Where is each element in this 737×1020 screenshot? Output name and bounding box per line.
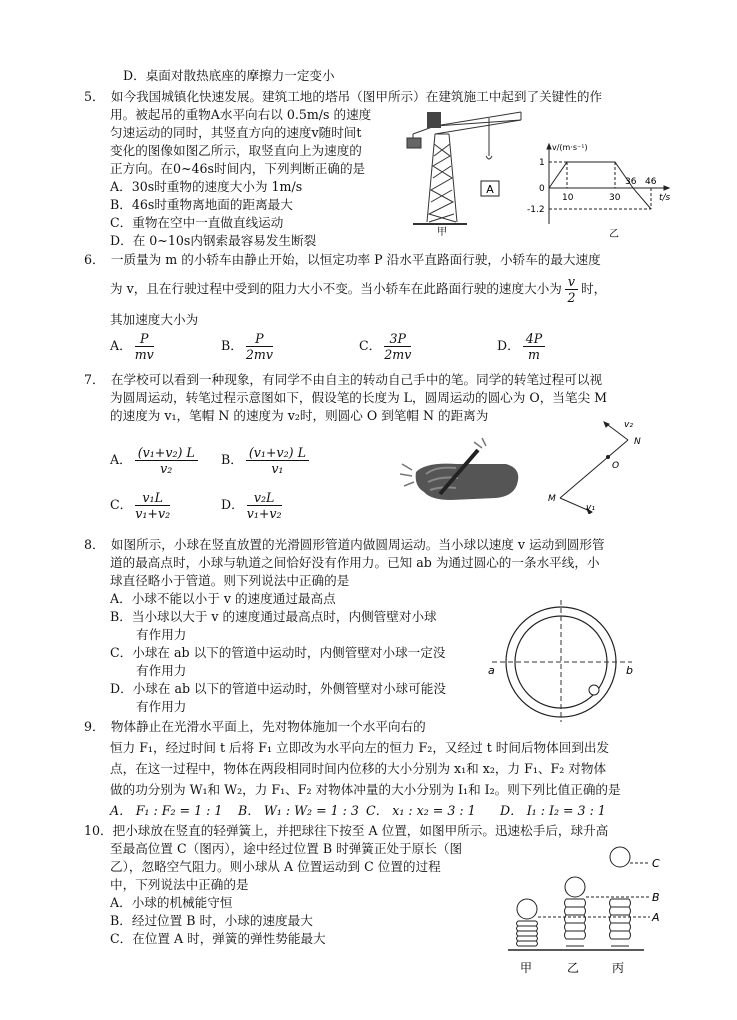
label-jia: 甲 (520, 961, 533, 975)
q6-option-c: C． $\frac{3P}{2mv}$ (359, 331, 412, 362)
q10-option-c: C．在位置 A 时，弹簧的弹性势能最大 (110, 931, 326, 946)
q9-stem-line4: 做的功分别为 W₁和 W₂，力 F₁、F₂ 对物体冲量的大小分别为 I₁和 I₂。则下列比值正确的是 (110, 782, 621, 797)
q8-option-a: A．小球不能以小于 v 的速度通过最高点 (110, 591, 336, 606)
graph-ylabel: v/(m·s⁻¹) (552, 143, 588, 152)
graph-tick-x30: 30 (609, 193, 621, 203)
velocity-time-graph (527, 140, 677, 240)
crane-load-label: A (486, 183, 494, 196)
q9-stem-line2: 恒力 F₁，经过时间 t 后将 F₁ 立即改为水平向左的恒力 F₂，又经过 t 时间后物体回到出发 (110, 740, 610, 755)
q9-option-a: A． F₁ : F₂ = 1 : 1 (110, 803, 223, 818)
q8-stem-line2: 道的最高点时，小球与轨道之间恰好没有作用力。已知 ab 为通过圆心的一条水平线，小 (110, 555, 600, 570)
q10-stem-line2: 至最高位置 C（图丙），途中经过位置 B 时弹簧正处于原长（图 (110, 841, 463, 856)
q7-stem-line1: 7． 在学校可以看到一种现象，有同学不由自主的转动自己手中的笔。同学的转笔过程可以视 (84, 372, 603, 387)
q8-option-d-line1: D．小球在 ab 以下的管道中运动时，外侧管壁对小球可能没 (110, 681, 446, 696)
label-b: b (626, 664, 633, 677)
q5-option-c: C．重物在空中一直做直线运动 (110, 215, 284, 230)
q7-stem-line3: 的速度为 v₁，笔帽 N 的速度为 v₂时，则圆心 O 到笔帽 N 的距离为 (110, 408, 489, 423)
q9-stem-line3: 点，在这一过程中，物体在两段相同时间内位移的大小分别为 x₁和 x₂，力 F₁、F₂ 对物体 (110, 761, 607, 776)
q7-option-c: C． $\frac{\text{v₁L}}{\text{v₁+v₂}}$ (110, 490, 171, 521)
q4-option-d: D．桌面对散热底座的摩擦力一定变小 (123, 68, 335, 83)
label-N: N (634, 437, 641, 447)
q6-stem-line1: 6． 一质量为 m 的小轿车由静止开始，以恒定功率 P 沿水平直路面行驶，小轿车的最大速度 (84, 252, 601, 267)
q6-option-d: D． $\frac{4P}{m}$ (497, 331, 548, 362)
label-v1: v₁ (586, 503, 595, 513)
q5-stem-line4: 变化的图像如图乙所示，取竖直向上为速度的 (110, 143, 362, 158)
q8-option-c-line1: C．小球在 ab 以下的管道中运动时，内侧管壁对小球一定没 (110, 645, 446, 660)
pen-rotation-diagram (540, 418, 670, 514)
fig-jia-label: 甲 (437, 227, 447, 238)
fig-yi-label: 乙 (609, 229, 619, 240)
tower-crane-figure (405, 104, 525, 238)
label-A: A (652, 911, 660, 924)
label-M: M (548, 494, 556, 504)
q10-stem-line3: 乙），忽略空气阻力。则小球从 A 位置运动到 C 位置的过程 (110, 859, 441, 874)
label-a: a (488, 664, 495, 677)
circular-tube-figure (486, 598, 636, 724)
q10-option-b: B．经过位置 B 时，小球的速度最大 (110, 913, 313, 928)
q9-option-d: D． I₁ : I₂ = 3 : 1 (500, 803, 606, 818)
label-C: C (652, 857, 660, 870)
q5-option-a: A．30s时重物的速度大小为 1m/s (110, 179, 303, 194)
q5-stem-line2: 用。被起吊的重物A水平向右以 0.5m/s 的速度 (110, 107, 372, 122)
graph-tick-yneg: -1.2 (527, 205, 545, 215)
spring-ball-figure (500, 842, 670, 980)
q5-stem-line3: 匀速运动的同时，其竖直方向的速度v随时间t (110, 125, 362, 140)
q6-option-a: A． $\frac{P}{mv}$ (110, 331, 154, 362)
graph-tick-y1: 1 (539, 158, 545, 168)
graph-tick-y0: 0 (539, 184, 545, 194)
q10-stem-line1: 10．把小球放在竖直的轻弹簧上，并把球往下按至 A 位置，如图甲所示。迅速松手后，球升高 (84, 823, 609, 838)
q9-stem-line1: 9． 物体静止在光滑水平面上，先对物体施加一个水平向右的 (84, 719, 426, 734)
q6-option-b: B． $\frac{P}{2mv}$ (221, 331, 273, 362)
q9-option-b: B． W₁ : W₂ = 1 : 3 (238, 803, 359, 818)
label-O: O (612, 461, 620, 471)
fraction-v-over-2: $\frac{v}{2}$ (565, 274, 578, 305)
label-bing: 丙 (612, 961, 625, 975)
q5-stem-line1: 5． 如今我国城镇化快速发展。建筑工地的塔吊（图甲所示）在建筑施工中起到了关键性的作 (84, 89, 603, 104)
label-B: B (652, 891, 660, 904)
q8-option-c-line2: 有作用力 (136, 663, 187, 678)
q10-option-a: A．小球的机械能守恒 (110, 895, 233, 910)
hand-spinning-pen-figure (396, 434, 526, 514)
q7-option-d: D． $\frac{\text{v₂L}}{\text{v₁+v₂}}$ (221, 490, 282, 521)
q5-option-d: D．在 0~10s内钢索最容易发生断裂 (110, 233, 317, 248)
graph-tick-x10: 10 (562, 193, 574, 203)
graph-xlabel: t/s (659, 193, 671, 203)
q7-option-a: A． $\frac{\text{(v₁+v₂) L}}{\text{v₂}}$ (110, 445, 201, 476)
q5-stem-line5: 正方向。在0~46s时间内，下列判断正确的是 (110, 161, 366, 176)
q7-stem-line2: 为圆周运动，转笔过程示意图如下，假设笔的长度为 L，圆周运动的圆心为 O，当笔尖 M (110, 390, 607, 405)
graph-tick-x36: 36 (625, 177, 637, 187)
q8-option-b-line2: 有作用力 (136, 627, 187, 642)
label-yi: 乙 (567, 961, 580, 975)
q6-stem-line2: 为 v，且在行驶过程中受到的阻力大小不变。当小轿车在此路面行驶的速度大小为 $\frac{v}{2}$ 时， (110, 274, 607, 305)
graph-tick-x46: 46 (645, 177, 657, 187)
q5-option-b: B．46s时重物离地面的距离最大 (110, 197, 293, 212)
q9-option-c: C． x₁ : x₂ = 3 : 1 (366, 803, 476, 818)
q6-stem-line3: 其加速度大小为 (110, 312, 199, 327)
q10-stem-line4: 中，下列说法中正确的是 (110, 877, 249, 892)
q8-option-b-line1: B．当小球以大于 v 的速度通过最高点时，内侧管壁对小球 (110, 609, 437, 624)
q8-option-d-line2: 有作用力 (136, 699, 187, 714)
q8-stem-line1: 8． 如图所示，小球在竖直放置的光滑圆形管道内做圆周运动。当小球以速度 v 运动到圆形管 (84, 537, 605, 552)
q7-option-b: B． $\frac{\text{(v₁+v₂) L}}{\text{v₁}}$ (221, 445, 312, 476)
q8-stem-line3: 球直径略小于管道。则下列说法中正确的是 (110, 573, 350, 588)
label-v2: v₂ (624, 420, 633, 430)
